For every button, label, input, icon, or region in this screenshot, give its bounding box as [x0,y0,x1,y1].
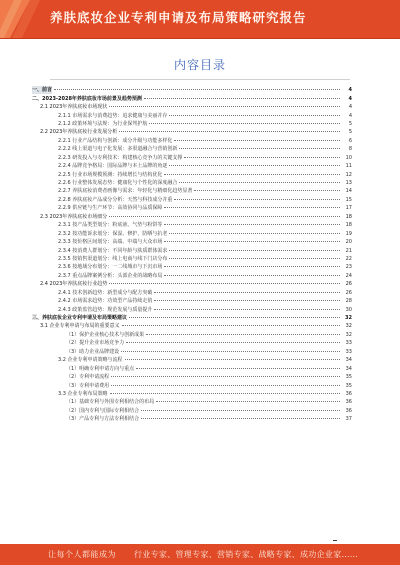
toc-entry-page: 35 [345,382,352,389]
toc-entry-page: 23 [345,264,352,271]
toc-entry-page: 21 [345,247,352,254]
toc-entry-page: 12 [345,171,352,178]
toc-entry-title: 2.3 2023年养肤底妆市场细分 [40,213,108,220]
toc-leader-dots [164,206,340,208]
toc-entry-page: 4 [348,104,352,111]
toc-leader-dots [184,156,340,158]
toc-entry-page: 26 [345,281,352,288]
toc-entry-title: 2.4 2023年养肤底妆行业趋势 [40,281,108,288]
toc-leader-dots [110,392,340,394]
toc-entry-page: 15 [345,196,352,203]
toc-leader-dots [154,291,340,293]
toc-entry-title: 2.2.3 研发投入与专利技术：构建核心竞争力的关键支撑 [58,154,183,161]
toc-entry-title: 2.3.1 按产品类型划分：粉底液、气垫与粉饼等 [58,222,163,229]
toc-leader-dots [144,97,340,99]
toc-entry-page: 20 [345,239,352,246]
toc-entry[interactable] [32,86,352,94]
toc-entry-page: 11 [345,163,352,170]
toc-entry[interactable] [32,111,352,119]
toc-entry-page: 6 [348,137,352,144]
toc-heading: 内容目录 [0,56,400,80]
toc-leader-dots [169,114,340,116]
toc-entry-title: 2.2.1 行业产品结构与创新：成分升级与功能多样化 [58,137,173,144]
toc-entry-title: 2.1 2023年养肤底妆市场现状 [40,104,108,111]
toc-entry-title: 2.2.7 养肤底妆消费者画像与需求：年轻化与精细化趋势显著 [58,188,193,195]
toc-entry-page: 18 [345,222,352,229]
toc-entry-page: 4 [348,87,352,94]
toc-leader-dots [164,274,340,276]
toc-entry-page: 26 [345,289,352,296]
toc-leader-dots [169,249,340,251]
toc-leader-dots [119,130,340,132]
toc-entry[interactable] [32,381,352,389]
toc-entry-page: 32 [345,315,352,322]
toc-entry-title: 2.3.2 按功能诉求划分：保湿、修护、防晒与抗老 [58,230,168,237]
toc-entry[interactable] [32,348,352,356]
toc-entry[interactable] [32,415,352,423]
toc-entry-page: 19 [345,230,352,237]
toc-entry-page: 28 [345,298,352,305]
toc-entry-title: 2.3.7 重点品牌案例分析：头部企业的战略布局 [58,272,163,279]
toc-entry[interactable] [32,255,352,263]
toc-entry[interactable] [32,204,352,212]
toc-entry-page: 18 [345,213,352,220]
toc-entry[interactable] [32,137,352,145]
toc-entry[interactable] [32,364,352,372]
toc-entry-page: 13 [345,180,352,187]
toc-entry[interactable] [32,179,352,187]
toc-leader-dots [164,265,340,267]
toc-entry[interactable] [32,128,352,136]
toc-leader-dots [136,367,340,369]
toc-leader-dots [164,240,340,242]
footer-slogan-right: 行业专家、管理专家、营销专家、战略专家、成功企业家…… [134,550,359,559]
toc-entry[interactable] [32,331,352,339]
toc-leader-dots [164,173,340,175]
toc-entry-title: 2.1.2 政策环境与法规：为行业保驾护航 [58,120,148,127]
toc-entry-page: 4 [348,95,352,102]
toc-leader-dots [154,299,340,301]
toc-entry-title: 前言 [42,87,53,94]
toc-leader-dots [169,232,340,234]
toc-entry-title: 2.4.2 市场需求趋势：功效型产品持续走俏 [58,298,153,305]
toc-entry-number: 三、 [32,315,43,322]
toc-entry[interactable] [32,170,352,178]
toc-entry[interactable] [32,373,352,381]
toc-entry-title: （2）国内专利与国际专利相结合 [66,407,140,414]
toc-entry[interactable] [32,145,352,153]
toc-entry[interactable] [32,103,352,111]
toc-entry-title: 2.4.3 政策监管趋势：规范发展与质量提升 [58,306,153,313]
toc-leader-dots [174,198,340,200]
table-of-contents [32,86,352,424]
page-footer [0,544,400,565]
toc-entry-page: 36 [345,407,352,414]
toc-entry-number: 二、 [32,95,43,102]
toc-entry-title: 2.1.1 市场需求与消费趋势：追求健康与美丽并存 [58,112,168,119]
toc-entry-title: （3）助力企业品牌建设 [66,348,120,355]
toc-entry-page: 17 [345,205,352,212]
toc-leader-dots [169,164,340,166]
toc-leader-dots [111,384,340,386]
toc-entry-page: 8 [348,146,352,153]
toc-entry-title: 2.3.5 按销售渠道划分：线上电商与线下门店分布 [58,255,168,262]
header-decoration-icon [0,0,48,38]
toc-entry-page: 14 [345,188,352,195]
toc-entry-title: （1）明确专利申请方向与重点 [66,365,135,372]
toc-entry-title: 2023-2028年养肤底妆市场前景及趋势预测 [42,95,142,102]
toc-entry-title: （2）提升企业市场竞争力 [66,340,125,347]
toc-entry[interactable] [32,297,352,305]
toc-entry-page: 33 [345,348,352,355]
toc-entry-title: 2.3.3 按价格区间划分：高端、中端与大众市场 [58,239,163,246]
toc-entry[interactable] [32,322,352,330]
toc-entry[interactable] [32,398,352,406]
toc-entry-title: 养肤底妆企业专利申请及布局策略建议 [42,315,128,322]
toc-entry-title: 2.2.2 线上渠道与电子化发展：多渠道融合与营销创新 [58,146,178,153]
toc-leader-dots [169,257,340,259]
toc-leader-dots [179,147,340,149]
toc-leader-dots [111,375,340,377]
toc-leader-dots [141,417,340,419]
toc-leader-dots [141,409,340,411]
toc-entry-page: 34 [345,365,352,372]
toc-entry-page: 32 [345,331,352,338]
toc-entry-title: 2.2.9 供应链与生产环节：高效协同与品质保障 [58,205,163,212]
toc-entry-page: 37 [345,416,352,423]
toc-entry-title: 2.2 2023年养肤底妆行业发展分析 [40,129,118,136]
toc-entry-title: 3.3 企业专利布局策略 [58,390,108,397]
toc-entry[interactable] [32,356,352,364]
toc-entry-number: 一、 [32,87,43,94]
toc-entry-title: 2.2.6 行业整体发展态势：健康化与个性化的深度融合 [58,180,178,187]
toc-entry-title: 2.2.5 行业市场规模预测：持续增长与结构优化 [58,171,163,178]
toc-leader-dots [126,341,340,343]
toc-entry-title: （3）专利申请费用 [66,382,110,389]
toc-entry-page: 34 [345,357,352,364]
toc-entry-page: 10 [345,154,352,161]
toc-entry[interactable] [32,272,352,280]
toc-entry[interactable] [32,221,352,229]
toc-entry-title: 2.3.4 按消费人群划分：不同年龄与肤质群体需求 [58,247,168,254]
toc-entry-title: 2.2.4 品牌竞争格局：国际品牌与本土品牌的角逐 [58,163,168,170]
toc-leader-dots [149,122,340,124]
toc-entry-title: （1）基础专利与外围专利相结合的布局 [66,399,155,406]
toc-entry[interactable] [32,263,352,271]
toc-entry-title: 2.4.1 技术创新趋势：新型成分与配方突破 [58,289,153,296]
toc-entry[interactable] [32,120,352,128]
toc-entry-title: （1）保护企业核心技术与创新成果 [66,331,145,338]
toc-leader-dots [194,189,340,191]
toc-leader-dots [179,181,340,183]
toc-leader-dots [174,139,340,141]
page-header [0,0,400,39]
toc-entry[interactable] [32,339,352,347]
toc-entry-page: 4 [348,112,352,119]
toc-entry[interactable] [32,280,352,288]
page-marker [333,540,337,541]
toc-entry[interactable] [32,390,352,398]
toc-leader-dots [109,105,340,107]
toc-entry-title: 3.2 企业专利申请策略与流程 [58,357,123,364]
toc-entry-title: 3.1 企业专利申请与布局的重要意义 [40,323,120,330]
toc-entry[interactable] [32,238,352,246]
toc-entry-page: 30 [345,306,352,313]
toc-entry[interactable] [32,246,352,254]
toc-leader-dots [156,400,340,402]
toc-leader-dots [109,215,340,217]
toc-entry-page: 36 [345,390,352,397]
toc-entry-page: 32 [345,323,352,330]
toc-entry-page: 22 [345,255,352,262]
toc-entry[interactable] [32,187,352,195]
footer-slogan-left: 让每个人都能成为 [48,550,116,559]
toc-entry-page: 5 [348,129,352,136]
toc-leader-dots [164,223,340,225]
toc-entry-page: 35 [345,374,352,381]
toc-entry[interactable] [32,407,352,415]
toc-entry-title: （3）产品专利与方法专利相结合 [66,416,140,423]
toc-entry[interactable] [32,154,352,162]
toc-leader-dots [125,358,340,360]
toc-entry-page: 24 [345,272,352,279]
toc-entry[interactable] [32,162,352,170]
toc-entry-page: 33 [345,340,352,347]
report-title: 养肤底妆企业专利申请及布局策略研究报告 [50,10,307,25]
toc-leader-dots [129,316,340,318]
toc-entry-page: 36 [345,399,352,406]
toc-entry[interactable] [32,196,352,204]
toc-entry[interactable] [32,314,352,322]
toc-entry[interactable] [32,213,352,221]
toc-leader-dots [109,282,340,284]
toc-entry-page: 5 [348,120,352,127]
toc-entry[interactable] [32,94,352,102]
toc-entry-title: 2.3.6 按地域分布划分：一二线城市与下沉市场 [58,264,163,271]
toc-entry[interactable] [32,289,352,297]
toc-entry[interactable] [32,305,352,313]
toc-leader-dots [154,308,340,310]
toc-entry[interactable] [32,229,352,237]
toc-entry-title: 2.2.8 养肤底妆产品成分分析：天然与科技成分并重 [58,196,173,203]
toc-leader-dots [146,333,340,335]
toc-leader-dots [54,88,340,90]
toc-entry-title: （2）专利申请流程 [66,374,110,381]
toc-leader-dots [122,324,340,326]
toc-leader-dots [121,350,340,352]
